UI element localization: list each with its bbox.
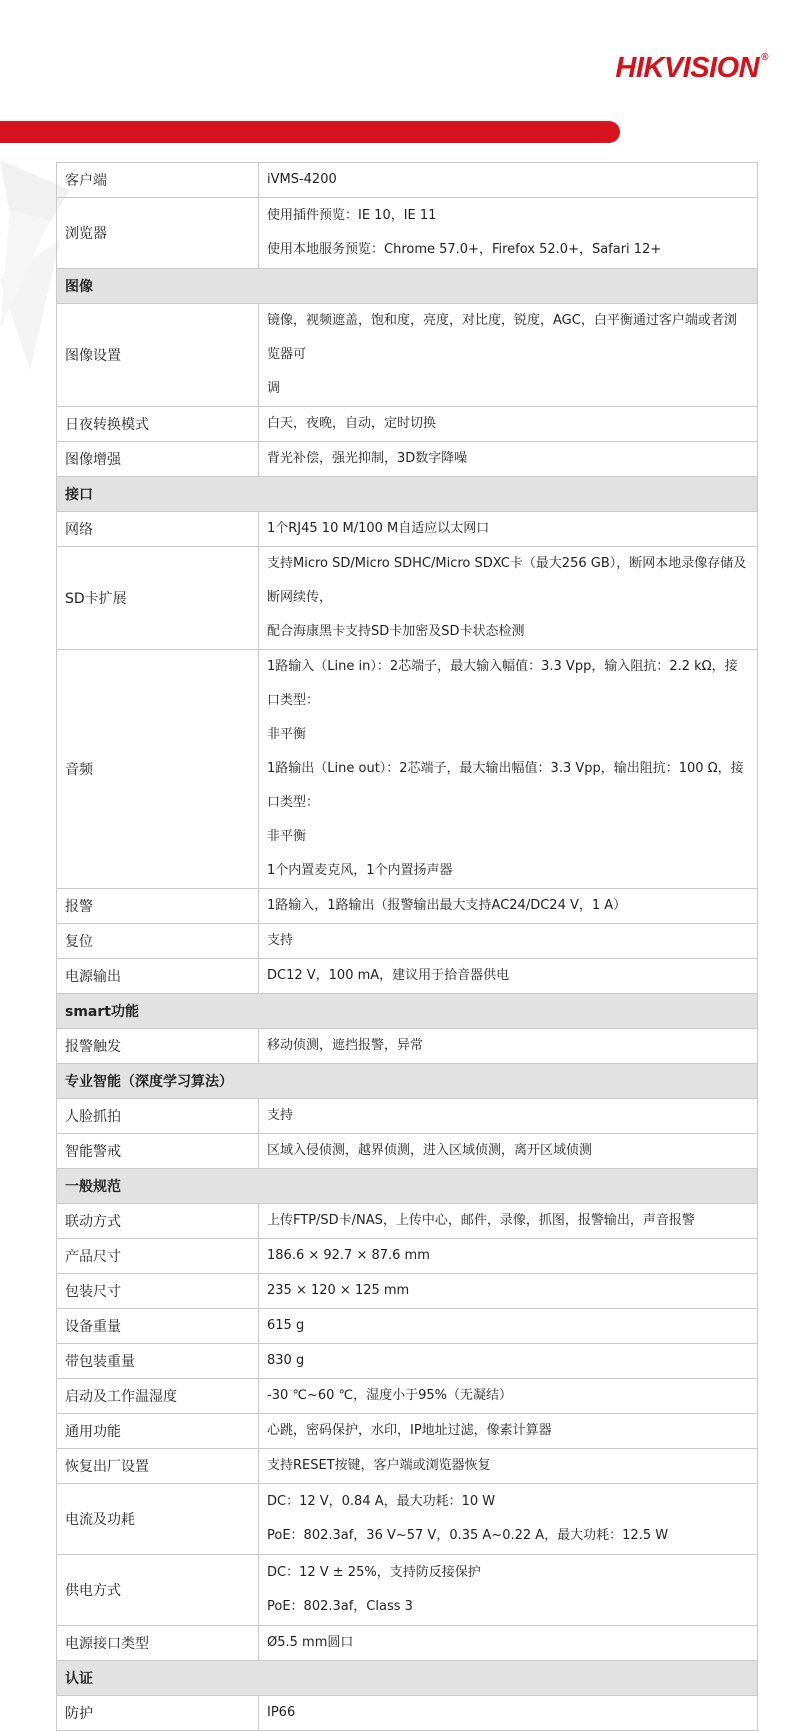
section-header-row: [57, 269, 758, 304]
spec-value: [259, 1379, 758, 1414]
spec-value-line: PoE：802.3af，36 V~57 V，0.35 A~0.22 A，最大功耗：12.5 W: [267, 1528, 669, 1543]
spec-label: 防护: [57, 1696, 259, 1731]
section-title: 认证: [57, 1661, 758, 1696]
spec-value: [259, 1626, 758, 1661]
spec-value: [259, 304, 758, 407]
spec-value: [259, 1134, 758, 1169]
spec-value: [259, 442, 758, 477]
spec-value-line: 心跳，密码保护，水印，IP地址过滤，像素计算器: [267, 1423, 552, 1438]
spec-value: [259, 1344, 758, 1379]
spec-value-line: IP66: [267, 1705, 296, 1720]
section-title: 专业智能（深度学习算法）: [57, 1064, 758, 1099]
spec-value-line: 支持: [267, 933, 294, 948]
spec-value-line: 830 g: [267, 1353, 305, 1368]
spec-table-body: [57, 163, 758, 1731]
spec-value-line: 非平衡: [267, 829, 307, 844]
section-header-row: [57, 477, 758, 512]
spec-label: 恢复出厂设置: [57, 1449, 259, 1484]
spec-label: 网络: [57, 512, 259, 547]
spec-value: [259, 512, 758, 547]
spec-value-line: 使用本地服务预览：Chrome 57.0+，Firefox 52.0+，Safari 12+: [267, 242, 662, 257]
spec-row: [57, 1414, 758, 1449]
spec-label: 图像设置: [57, 304, 259, 407]
spec-row: [57, 407, 758, 442]
spec-label: 电源接口类型: [57, 1626, 259, 1661]
spec-row: [57, 1309, 758, 1344]
spec-value: [259, 1029, 758, 1064]
spec-label: 报警触发: [57, 1029, 259, 1064]
spec-value-line: DC：12 V ± 25%，支持防反接保护: [267, 1565, 481, 1580]
spec-label: 客户端: [57, 163, 259, 198]
spec-row: [57, 198, 758, 269]
spec-row: [57, 1449, 758, 1484]
spec-value-line: 235 × 120 × 125 mm: [267, 1283, 410, 1298]
spec-label: 图像增强: [57, 442, 259, 477]
spec-value: [259, 198, 758, 269]
spec-value-line: 1个内置麦克风，1个内置扬声器: [267, 863, 453, 878]
spec-value: [259, 1204, 758, 1239]
spec-value: [259, 1449, 758, 1484]
spec-row: [57, 1555, 758, 1626]
spec-value-line: 白天，夜晚，自动，定时切换: [267, 416, 437, 431]
spec-value-line: DC12 V，100 mA，建议用于拾音器供电: [267, 968, 510, 983]
spec-value-line: iVMS-4200: [267, 172, 337, 187]
spec-row: [57, 163, 758, 198]
spec-label: 智能警戒: [57, 1134, 259, 1169]
header-red-bar: [0, 121, 620, 143]
brand-name: HIKVISION: [615, 52, 760, 84]
spec-value-line: DC：12 V，0.84 A，最大功耗：10 W: [267, 1494, 496, 1509]
spec-value-line: 镜像，视频遮盖，饱和度，亮度，对比度，锐度，AGC，白平衡通过客户端或者浏览器可: [267, 313, 737, 362]
spec-value-line: Ø5.5 mm圆口: [267, 1635, 354, 1650]
spec-value-line: 使用插件预览：IE 10，IE 11: [267, 208, 437, 223]
spec-value: [259, 1555, 758, 1626]
spec-value-line: 配合海康黑卡支持SD卡加密及SD卡状态检测: [267, 624, 525, 639]
spec-value-line: 1路输出（Line out）：2芯端子，最大输出幅值：3.3 Vpp，输出阻抗：100 Ω，接口类型：: [267, 761, 744, 810]
spec-value-line: 非平衡: [267, 727, 307, 742]
spec-value-line: 支持RESET按键，客户端或浏览器恢复: [267, 1458, 491, 1473]
spec-row: [57, 1626, 758, 1661]
spec-value-line: 背光补偿，强光抑制，3D数字降噪: [267, 451, 468, 466]
spec-value: [259, 889, 758, 924]
spec-label: 复位: [57, 924, 259, 959]
spec-value: [259, 959, 758, 994]
spec-row: [57, 304, 758, 407]
section-header-row: [57, 994, 758, 1029]
spec-label: 日夜转换模式: [57, 407, 259, 442]
spec-row: [57, 1099, 758, 1134]
spec-value-line: 1路输入，1路输出（报警输出最大支持AC24/DC24 V，1 A）: [267, 898, 627, 913]
spec-label: 浏览器: [57, 198, 259, 269]
spec-row: [57, 1274, 758, 1309]
section-header-row: [57, 1661, 758, 1696]
spec-label: 供电方式: [57, 1555, 259, 1626]
spec-row: [57, 1696, 758, 1731]
spec-label: 报警: [57, 889, 259, 924]
section-title: 一般规范: [57, 1169, 758, 1204]
spec-label: 电源输出: [57, 959, 259, 994]
spec-value: [259, 1484, 758, 1555]
spec-row: [57, 1134, 758, 1169]
spec-label: 联动方式: [57, 1204, 259, 1239]
spec-label: SD卡扩展: [57, 547, 259, 650]
spec-row: [57, 1204, 758, 1239]
spec-row: [57, 889, 758, 924]
spec-value-line: -30 ℃~60 ℃，湿度小于95%（无凝结）: [267, 1388, 513, 1403]
spec-label: 音频: [57, 650, 259, 889]
spec-value-line: 上传FTP/SD卡/NAS，上传中心，邮件，录像，抓图，报警输出，声音报警: [267, 1213, 695, 1228]
spec-row: [57, 959, 758, 994]
spec-row: [57, 924, 758, 959]
spec-value: [259, 547, 758, 650]
spec-label: 带包装重量: [57, 1344, 259, 1379]
spec-row: [57, 442, 758, 477]
spec-value-line: 1路输入（Line in）：2芯端子，最大输入幅值：3.3 Vpp，输入阻抗：2.2 kΩ，接口类型：: [267, 659, 738, 708]
spec-value-line: 移动侦测，遮挡报警，异常: [267, 1038, 424, 1053]
spec-label: 包装尺寸: [57, 1274, 259, 1309]
section-title: smart功能: [57, 994, 758, 1029]
spec-value: [259, 1696, 758, 1731]
spec-row: [57, 1344, 758, 1379]
spec-label: 设备重量: [57, 1309, 259, 1344]
spec-value: [259, 407, 758, 442]
spec-value-line: 支持Micro SD/Micro SDHC/Micro SDXC卡（最大256 GB），断网本地录像存储及断网续传，: [267, 556, 747, 605]
spec-label: 通用功能: [57, 1414, 259, 1449]
spec-value: [259, 163, 758, 198]
spec-value-line: PoE：802.3af，Class 3: [267, 1599, 413, 1614]
spec-row: [57, 650, 758, 889]
spec-row: [57, 1029, 758, 1064]
spec-value: [259, 650, 758, 889]
spec-value: [259, 1414, 758, 1449]
spec-row: [57, 1239, 758, 1274]
spec-label: 产品尺寸: [57, 1239, 259, 1274]
section-title: 接口: [57, 477, 758, 512]
spec-value: [259, 1274, 758, 1309]
spec-table: [56, 162, 758, 1731]
spec-row: [57, 1379, 758, 1414]
spec-value: [259, 924, 758, 959]
spec-value-line: 支持: [267, 1108, 294, 1123]
section-header-row: [57, 1169, 758, 1204]
spec-row: [57, 1484, 758, 1555]
spec-value-line: 调: [267, 381, 281, 396]
spec-value-line: 615 g: [267, 1318, 305, 1333]
spec-value: [259, 1309, 758, 1344]
spec-label: 启动及工作温湿度: [57, 1379, 259, 1414]
spec-value-line: 186.6 × 92.7 × 87.6 mm: [267, 1248, 430, 1263]
registered-mark: ®: [761, 52, 768, 63]
section-header-row: [57, 1064, 758, 1099]
hikvision-logo: [615, 52, 768, 85]
spec-value-line: 区域入侵侦测，越界侦测，进入区域侦测，离开区域侦测: [267, 1143, 593, 1158]
spec-value: [259, 1099, 758, 1134]
spec-label: 电流及功耗: [57, 1484, 259, 1555]
spec-value-line: 1个RJ45 10 M/100 M自适应以太网口: [267, 521, 490, 536]
spec-label: 人脸抓拍: [57, 1099, 259, 1134]
spec-row: [57, 512, 758, 547]
spec-value: [259, 1239, 758, 1274]
spec-row: [57, 547, 758, 650]
section-title: 图像: [57, 269, 758, 304]
